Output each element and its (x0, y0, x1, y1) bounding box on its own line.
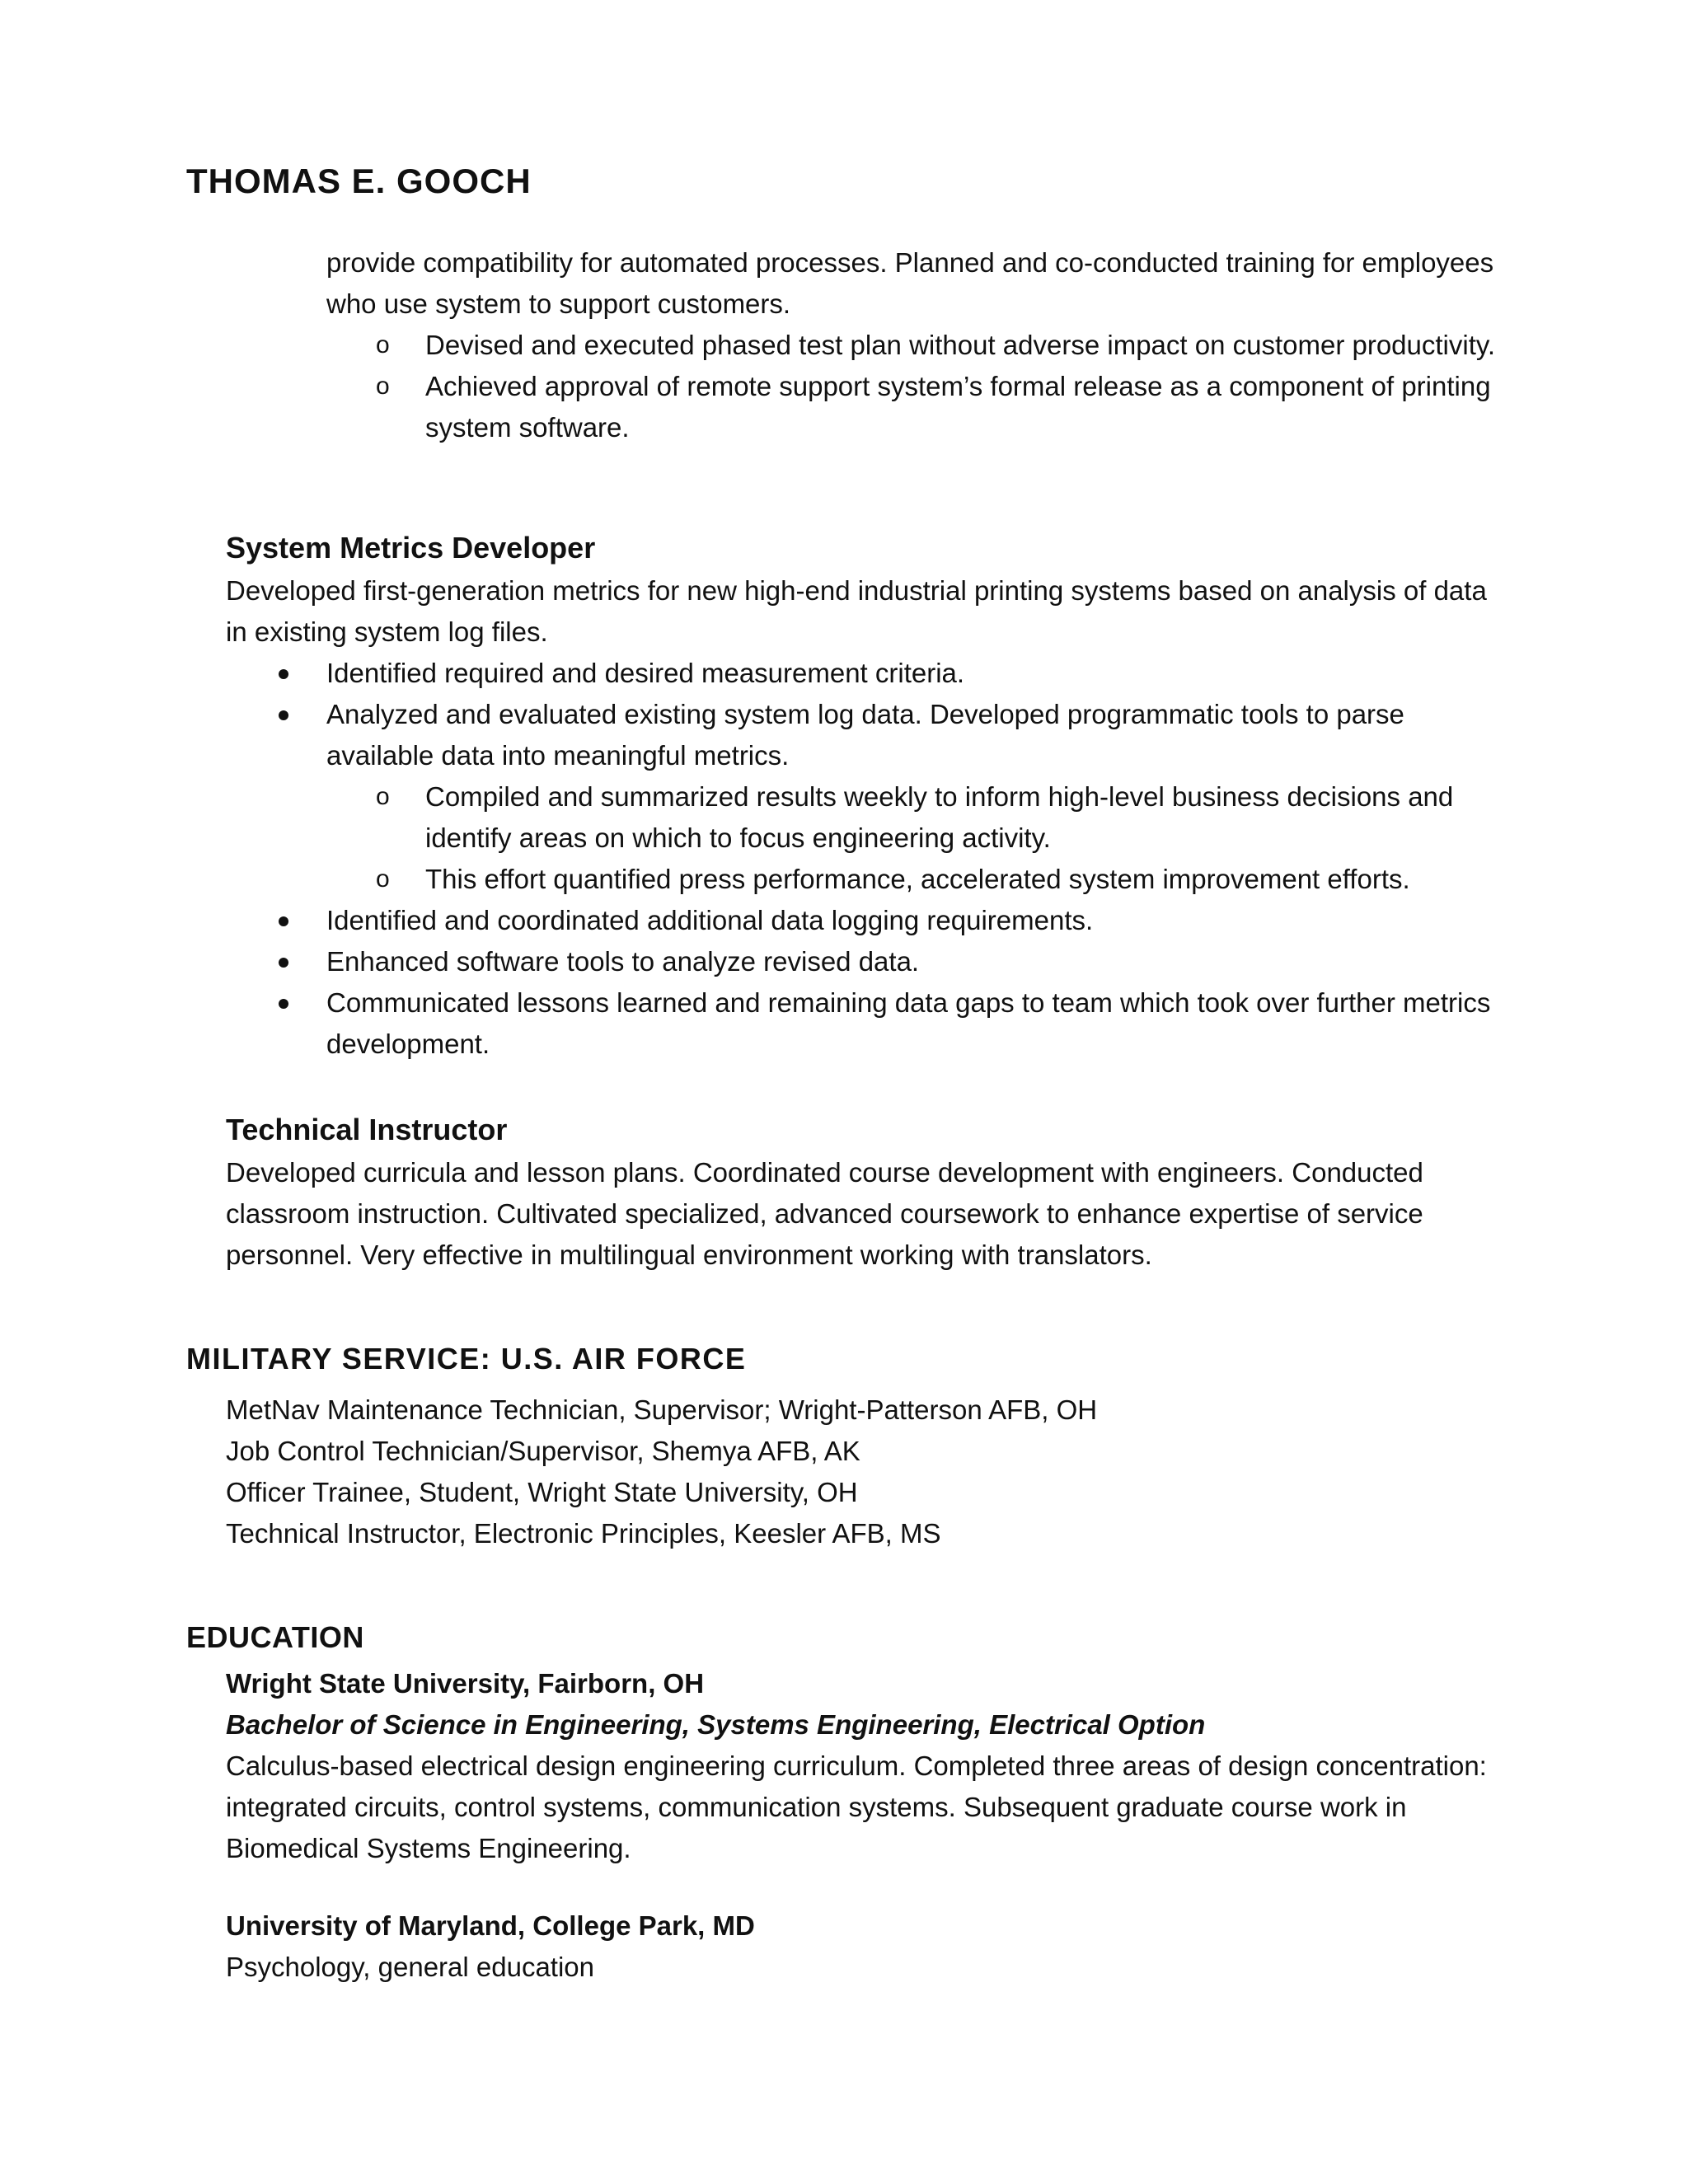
sub-list-item-text: Devised and executed phased test plan without adverse impact on customer productivity. (425, 330, 1496, 360)
sub-list-item-text: Compiled and summarized results weekly to inform high-level business decisions and identify areas on which to focus engineering activity. (425, 781, 1454, 853)
bullet-item-text: Identified and coordinated additional data logging requirements. (326, 905, 1094, 935)
candidate-name: THOMAS E. GOOCH (186, 162, 532, 200)
bullet-item (226, 941, 1495, 982)
degree-name: Bachelor of Science in Engineering, Systems Engineering, Electrical Option (226, 1709, 1206, 1740)
bullet-dot-icon (279, 999, 288, 1009)
circle-bullet-icon: o (376, 331, 390, 359)
military-heading: MILITARY SERVICE: U.S. AIR FORCE (186, 1342, 747, 1376)
continued-job-text: provide compatibility for automated processes. Planned and co-conducted training for employees who use system to support customers. (326, 247, 1494, 319)
job-description-metrics: Developed first-generation metrics for new high-end industrial printing systems based on analysis of data in existing system log files. (226, 575, 1487, 647)
bullet-item-text: Identified required and desired measurement criteria. (326, 658, 965, 688)
circle-bullet-icon: o (376, 783, 390, 810)
bullet-dot-icon (279, 669, 288, 679)
metrics-sub-list (326, 776, 1495, 900)
job-title-instructor: Technical Instructor (226, 1113, 508, 1146)
school-name: Wright State University, Fairborn, OH (226, 1668, 705, 1699)
continued-sub-list (326, 325, 1497, 448)
education-heading: EDUCATION (186, 1620, 364, 1654)
bullet-item (226, 900, 1495, 941)
instructor-job-section (226, 1109, 1495, 1276)
bullet-dot-icon (279, 916, 288, 926)
circle-bullet-icon: o (376, 373, 390, 400)
school-description: Psychology, general education (226, 1952, 595, 1982)
metrics-bullet-list (226, 653, 1495, 1065)
military-item: Job Control Technician/Supervisor, Shemya AFB, AK (226, 1436, 860, 1466)
military-item: Technical Instructor, Electronic Principles, Keesler AFB, MS (226, 1518, 941, 1549)
military-list (226, 1390, 1495, 1554)
continued-job-block (326, 242, 1497, 448)
circle-bullet-icon: o (376, 865, 390, 893)
sub-list-item-text: This effort quantified press performance, accelerated system improvement efforts. (425, 864, 1410, 894)
sub-list-item (326, 776, 1495, 859)
sub-list-item (326, 366, 1497, 448)
bullet-item-text: Enhanced software tools to analyze revised data. (326, 946, 920, 977)
sub-list-item-text: Achieved approval of remote support system’s formal release as a component of printing system software. (425, 371, 1491, 443)
military-item: MetNav Maintenance Technician, Supervisor; Wright-Patterson AFB, OH (226, 1394, 1098, 1425)
bullet-item-text: Communicated lessons learned and remaining data gaps to team which took over further metrics development. (326, 987, 1491, 1059)
education-school-1 (226, 1663, 1495, 1869)
military-item: Officer Trainee, Student, Wright State University, OH (226, 1477, 858, 1507)
school-description: Calculus-based electrical design engineering curriculum. Completed three areas of design concentration: integrated circuits, control systems, communication systems. Subsequent graduate course work in Biomedical Systems Engineering. (226, 1750, 1487, 1863)
bullet-dot-icon (279, 710, 288, 720)
bullet-item (226, 694, 1495, 900)
job-description-instructor: Developed curricula and lesson plans. Coordinated course development with engineers. Conducted classroom instruction. Cultivated specialized, advanced coursework to enhance expertise of service personnel. Very effective in multilingual environment working with translators. (226, 1157, 1423, 1270)
bullet-item (226, 653, 1495, 694)
bullet-item (226, 982, 1495, 1065)
school-name: University of Maryland, College Park, MD (226, 1910, 755, 1941)
metrics-job-section (226, 527, 1495, 1065)
sub-list-item (326, 859, 1495, 900)
sub-list-item (326, 325, 1497, 366)
bullet-item-text: Analyzed and evaluated existing system log data. Developed programmatic tools to parse available data into meaningful metrics. (326, 699, 1404, 771)
education-school-2 (226, 1905, 1495, 1988)
job-title-metrics: System Metrics Developer (226, 531, 596, 565)
bullet-dot-icon (279, 958, 288, 968)
